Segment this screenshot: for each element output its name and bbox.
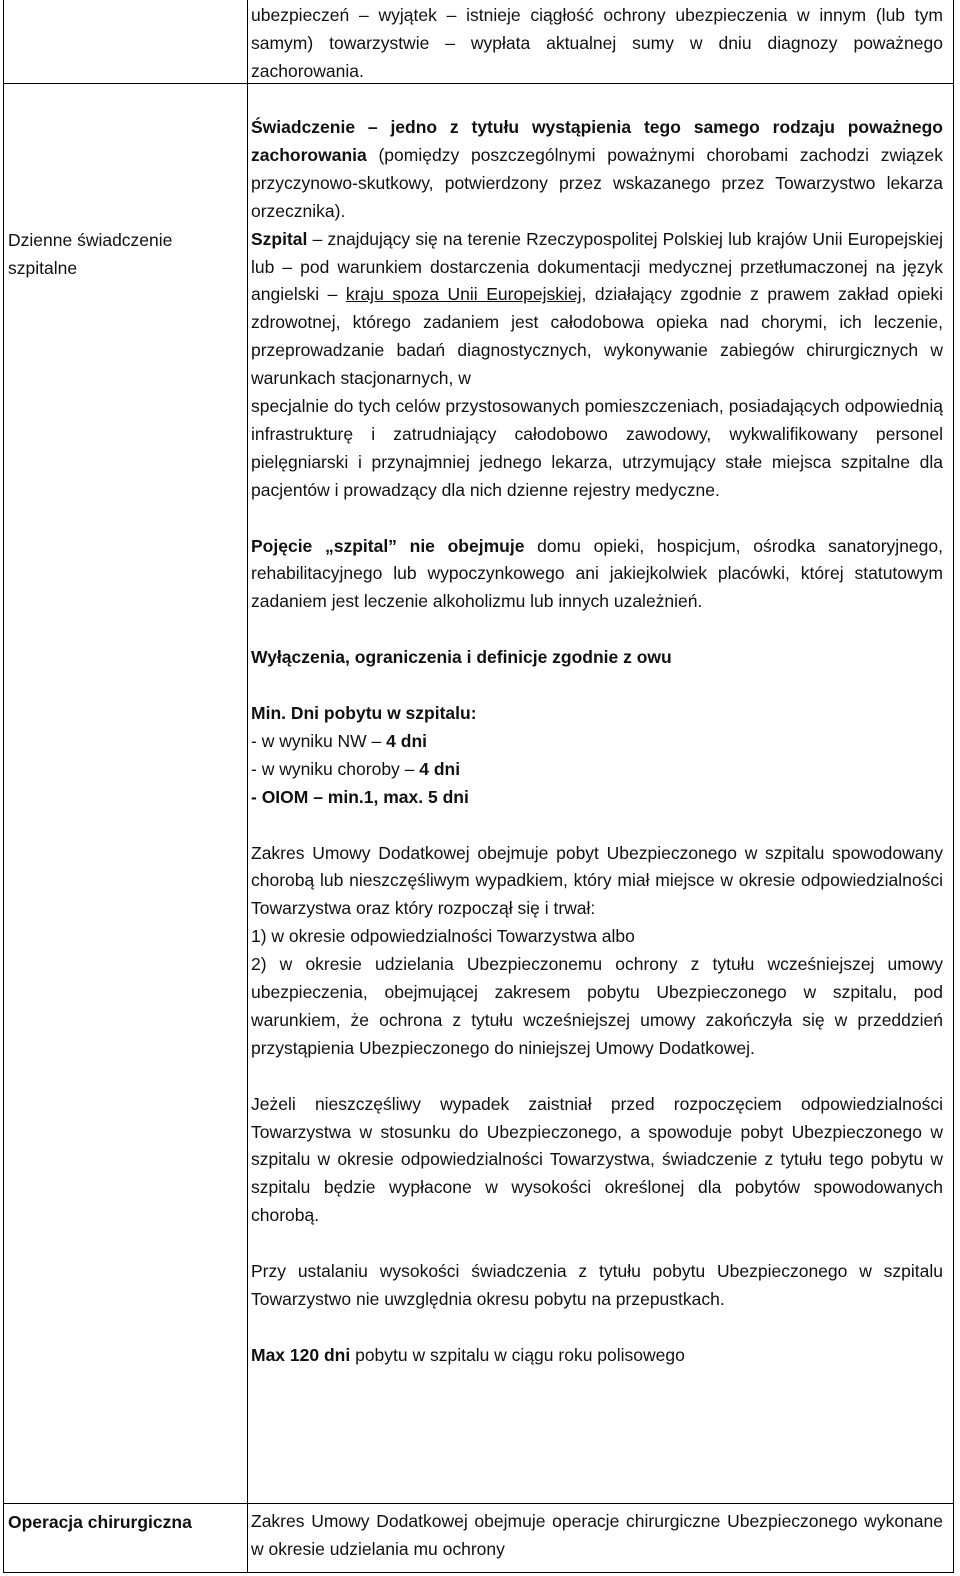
zakres-paragraph: Zakres Umowy Dodatkowej obejmuje pobyt Ubezpieczonego w szpitalu spowodowany chorobą lub nieszczęśliwym wypadkiem, który miał miejsce w okresie odpowiedzialności Towarzystwa oraz który rozpoczął się i trwał: bbox=[251, 842, 943, 919]
column-divider bbox=[247, 0, 248, 1572]
pojecie-text: domu opieki, hospicjum, ośrodka sanatoryjnego, rehabilitacyjnego lub wypoczynkowego ani jakiejkolwiek placówki, której statutowym zadaniem jest leczenie alkoholizmu lub innych uzależnień. bbox=[251, 535, 943, 612]
row-divider bbox=[4, 1503, 953, 1504]
swiadczenie-term: Świadczenie – jedno z tytułu wystąpienia tego samego rodzaju poważnego zachorowania bbox=[251, 117, 943, 165]
exclusions-heading: Wyłączenia, ograniczenia i definicje zgodnie z owu bbox=[251, 647, 672, 668]
pojecie-term: Pojęcie „szpital” nie obejmuje bbox=[251, 535, 525, 556]
szpital-underlined: kraju spoza Unii Europejskiej bbox=[345, 284, 582, 305]
swiadczenie-text: (pomiędzy poszczególnymi poważnymi chorobami zachodzi związek przyczynowo-skutkowy, potwierdzony przez wskazanego przez Towarzystwo lekarza orzecznika). bbox=[251, 144, 943, 221]
zakres-point-2: 2) w okresie udzielania Ubezpieczonemu ochrony z tytułu wcześniejszej umowy ubezpieczenia, obejmującej zakresem pobytu Ubezpieczonego w szpitalu, pod warunkiem, że ochrona z tytułu wcześniejszej umowy zakończyła się w przeddzień przystąpienia Ubezpieczonego do niniejszej Umowy Dodatkowej. bbox=[251, 954, 943, 1058]
szpital-text: – znajdujący się na terenie Rzeczypospolitej Polskiej lub krajów Unii Europejskiej lub – pod warunkiem dostarczenia dokumentacji medycznej przetłumaczonej na język angielski – bbox=[251, 228, 943, 305]
max-days-paragraph bbox=[251, 1342, 943, 1370]
operacja-cell bbox=[251, 1508, 943, 1564]
przy-paragraph: Przy ustalaniu wysokości świadczenia z tytułu pobytu Ubezpieczonego w szpitalu Towarzystwo nie uwzględnia okresu pobytu na przepustkach. bbox=[251, 1261, 943, 1309]
jezeli-paragraph: Jeżeli nieszczęśliwy wypadek zaistniał przed rozpoczęciem odpowiedzialności Towarzystwa w stosunku do Ubezpieczonego, a spowoduje pobyt Ubezpieczonego w szpitalu w okresie odpowiedzialności Towarzystwa, świadczenie z tytułu tego pobytu w szpitalu będzie wypłacone w wysokości określonej dla pobytów spowodowanych chorobą. bbox=[251, 1093, 943, 1226]
nw-value: 4 dni bbox=[386, 730, 427, 751]
szpital-paragraph bbox=[251, 226, 943, 393]
choroba-value: 4 dni bbox=[419, 758, 461, 779]
min-days-nw bbox=[251, 728, 943, 756]
max-days-text: pobytu w szpitalu w ciągu roku polisowego bbox=[350, 1344, 685, 1365]
swiadczenie-paragraph bbox=[251, 114, 943, 226]
szpital-term: Szpital bbox=[251, 228, 308, 249]
nw-prefix: - w wyniku NW – bbox=[251, 730, 387, 751]
operacja-text: Zakres Umowy Dodatkowej obejmuje operacje chirurgiczne Ubezpieczonego wykonane w okresie udzielania mu ochrony bbox=[251, 1511, 943, 1559]
min-days-heading: Min. Dni pobytu w szpitalu: bbox=[251, 702, 477, 723]
pojecie-paragraph bbox=[251, 533, 943, 617]
dzienne-swiadczenie-cell bbox=[251, 114, 943, 1370]
szpital-paragraph-2: specjalnie do tych celów przystosowanych pomieszczeniach, posiadających odpowiednią infrastrukturę i zatrudniający całodobowo zawodowy, wykwalifikowany personel pielęgniarski i przynajmniej jednego lekarza, utrzymujący stałe miejsca szpitalne dla pacjentów i prowadzący dla nich dzienne rejestry medyczne. bbox=[251, 396, 943, 500]
continuation-cell bbox=[251, 2, 943, 86]
continuation-text: ubezpieczeń – wyjątek – istnieje ciągłość ochrony ubezpieczenia w innym (lub tym samym) towarzystwie – wypłata aktualnej sumy w dniu diagnozy poważnego zachorowania. bbox=[251, 5, 943, 81]
min-days-choroba bbox=[251, 756, 943, 784]
max-days-value: Max 120 dni bbox=[251, 1344, 351, 1365]
min-days-oiom: - OIOM – min.1, max. 5 dni bbox=[251, 786, 469, 807]
row-label-dzienne-swiadczenie: Dzienne świadczenie szpitalne bbox=[8, 230, 173, 278]
zakres-point-1: 1) w okresie odpowiedzialności Towarzystwa albo bbox=[251, 926, 635, 947]
choroba-prefix: - w wyniku choroby – bbox=[251, 758, 420, 779]
szpital-text-cont: , działający zgodnie z prawem zakład opieki zdrowotnej, którego zadaniem jest całodobowa opieka nad chorymi, ich leczenie, przeprowadzanie badań diagnostycznych, wykonywanie zabiegów chirurgicznych w warunkach stacjonarnych, w bbox=[251, 284, 943, 389]
row-label-operacja: Operacja chirurgiczna bbox=[8, 1512, 192, 1532]
